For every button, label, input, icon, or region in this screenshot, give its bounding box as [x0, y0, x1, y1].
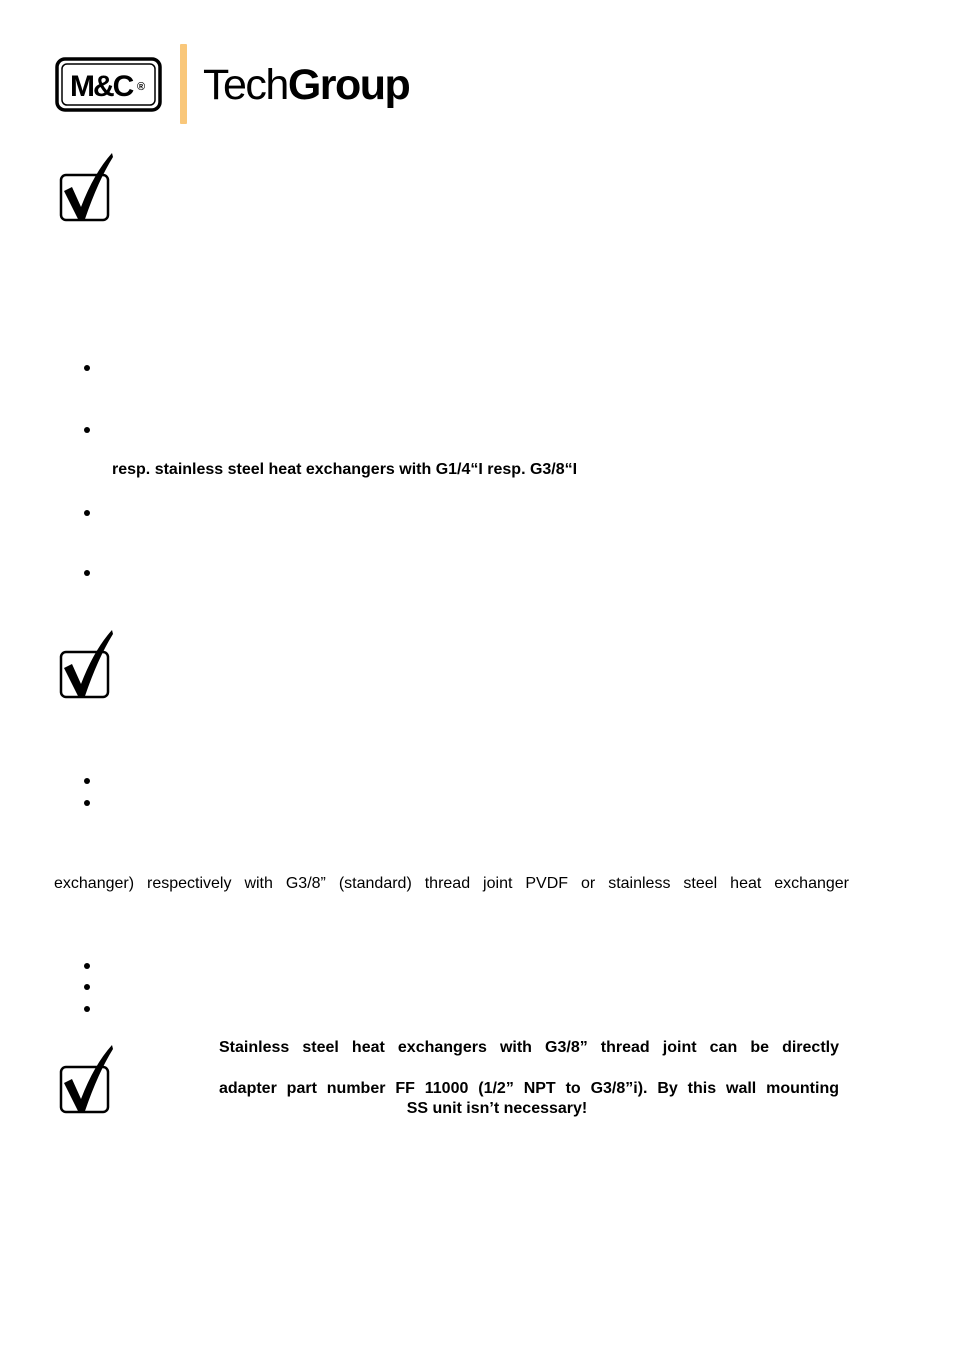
- list-bullet: [84, 570, 90, 576]
- techgroup-wordmark: TechGroup: [203, 61, 410, 109]
- svg-text:M&C: M&C: [70, 70, 133, 103]
- logo-divider: [180, 44, 187, 124]
- list-bullet: [84, 800, 90, 806]
- list-bullet: [84, 1006, 90, 1012]
- list-bullet: [84, 984, 90, 990]
- note-line-2: adapter part number FF 11000 (1/2” NPT to G3/8”i). By this wall mounting: [219, 1080, 839, 1097]
- body-paragraph-line: exchanger) respectively with G3/8” (standard) thread joint PVDF or stainless steel heat exchanger: [54, 875, 849, 892]
- checkbox-check-icon: [58, 1043, 114, 1115]
- checkbox-check-icon: [58, 151, 114, 223]
- bullet-continuation-text: resp. stainless steel heat exchangers with G1/4“I resp. G3/8“I: [112, 461, 578, 478]
- list-bullet: [84, 365, 90, 371]
- list-bullet: [84, 963, 90, 969]
- list-bullet: [84, 510, 90, 516]
- list-bullet: [84, 427, 90, 433]
- checkbox-check-icon: [58, 628, 114, 700]
- note-line-1: Stainless steel heat exchangers with G3/8” thread joint can be directly: [219, 1039, 839, 1056]
- note-line-3: SS unit isn’t necessary!: [406, 1100, 588, 1117]
- list-bullet: [84, 778, 90, 784]
- mc-logo: [55, 57, 162, 112]
- svg-text:®: ®: [137, 81, 146, 93]
